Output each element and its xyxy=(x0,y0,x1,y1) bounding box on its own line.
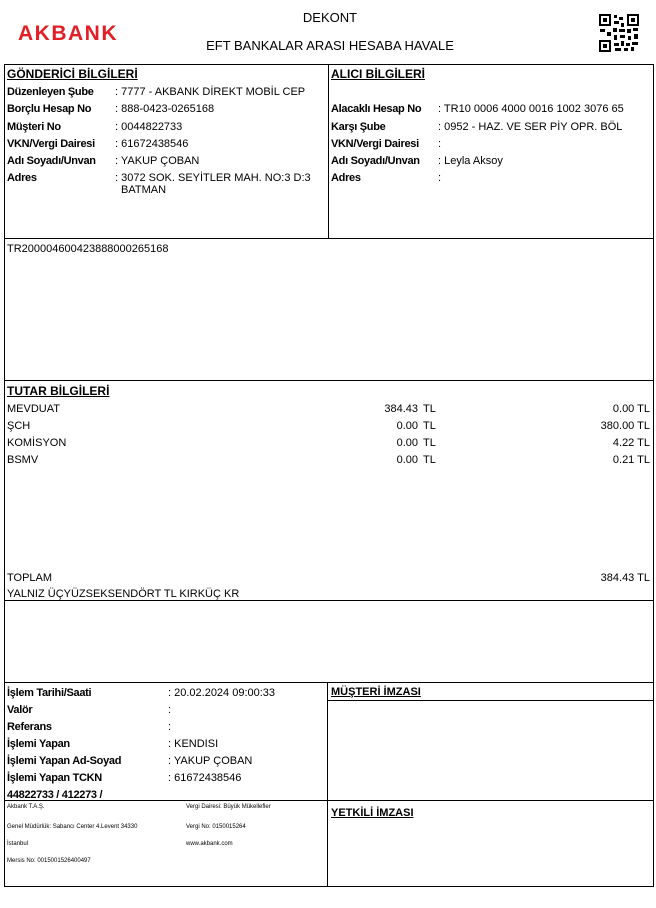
trx-value-datetime: : 20.02.2024 09:00:33 xyxy=(168,687,276,699)
amounts-section-title: TUTAR BİLGİLERİ xyxy=(7,384,110,398)
sender-label-address: Adres xyxy=(7,172,37,184)
total-value: 384.43 TL xyxy=(600,572,650,584)
footer-mersis: Mersis No: 0015001526400497 xyxy=(7,858,91,864)
amount-debit-mevduat: 384.43 xyxy=(384,403,418,415)
transaction-description: TR200004600423888000265168 xyxy=(7,243,169,255)
footer-tax-office: Vergi Dairesi: Büyük Mükellefler xyxy=(186,804,271,810)
footer-company: Akbank T.A.Ş. xyxy=(7,804,45,810)
amount-debit-bsmv: 0.00 xyxy=(396,454,418,466)
amount-label-komisyon: KOMİSYON xyxy=(7,437,67,449)
trx-label-valor: Valör xyxy=(7,704,33,716)
akbank-logo: AKBANK xyxy=(18,22,118,45)
amount-credit-mevduat: 0.00 TL xyxy=(612,403,650,415)
amount-label-sch: ŞCH xyxy=(7,420,31,432)
amount-debit-cur-sch: TL xyxy=(423,420,436,432)
sender-value-address-line2: BATMAN xyxy=(121,184,167,196)
sender-value-branch: : 7777 - AKBANK DİREKT MOBİL CEP xyxy=(115,86,306,98)
amount-debit-sch: 0.00 xyxy=(396,420,418,432)
trx-reference-line: 44822733 / 412273 / xyxy=(7,789,103,801)
trx-label-performer: İşlemi Yapan xyxy=(7,738,70,750)
sender-value-account: : 888-0423-0265168 xyxy=(115,103,215,115)
sender-value-address: : 3072 SOK. SEYİTLER MAH. NO:3 D:3 xyxy=(115,172,311,184)
amount-credit-bsmv: 0.21 TL xyxy=(612,454,650,466)
amount-debit-komisyon: 0.00 xyxy=(396,437,418,449)
receiver-value-address: : xyxy=(438,172,442,184)
receiver-section-title: ALICI BİLGİLERİ xyxy=(331,67,425,81)
trx-value-performer-tckn: : 61672438546 xyxy=(168,772,242,784)
receiver-label-branch: Karşı Şube xyxy=(331,121,386,133)
trx-label-performer-name: İşlemi Yapan Ad-Soyad xyxy=(7,755,122,767)
receiver-value-tax: : xyxy=(438,138,442,150)
footer-website: www.akbank.com xyxy=(186,841,233,847)
amount-debit-cur-bsmv: TL xyxy=(423,454,436,466)
amount-in-words: YALNIZ ÜÇYÜZSEKSENDÖRT TL KIRKÜÇ KR xyxy=(7,588,240,600)
sender-value-name: : YAKUP ÇOBAN xyxy=(115,155,200,167)
amount-label-mevduat: MEVDUAT xyxy=(7,403,60,415)
sender-label-tax: VKN/Vergi Dairesi xyxy=(7,138,95,150)
footer-city: İstanbul xyxy=(7,841,29,847)
receiver-label-name: Adı Soyadı/Unvan xyxy=(331,155,420,167)
receiver-value-account: : TR10 0006 4000 0016 1002 3076 65 xyxy=(438,103,624,115)
trx-value-valor: : xyxy=(168,704,172,716)
amount-credit-sch: 380.00 TL xyxy=(600,420,650,432)
sender-value-tax: : 61672438546 xyxy=(115,138,189,150)
qr-code-icon xyxy=(599,14,639,52)
document-subtitle: EFT BANKALAR ARASI HESABA HAVALE xyxy=(206,38,454,53)
footer-tax-no: Vergi No: 0150015264 xyxy=(186,824,246,830)
customer-signature-title: MÜŞTERİ İMZASI xyxy=(331,686,421,698)
sender-label-customer-no: Müşteri No xyxy=(7,121,61,133)
amount-credit-komisyon: 4.22 TL xyxy=(612,437,650,449)
receiver-value-name: : Leyla Aksoy xyxy=(438,155,503,167)
trx-value-reference: : xyxy=(168,721,172,733)
trx-label-datetime: İşlem Tarihi/Saati xyxy=(7,687,92,699)
sender-value-customer-no: : 0044822733 xyxy=(115,121,183,133)
amount-debit-cur-komisyon: TL xyxy=(423,437,436,449)
trx-value-performer: : KENDISI xyxy=(168,738,219,750)
receiver-value-branch: : 0952 - HAZ. VE SER PİY OPR. BÖL xyxy=(438,121,623,133)
trx-label-reference: Referans xyxy=(7,721,52,733)
trx-label-performer-tckn: İşlemi Yapan TCKN xyxy=(7,772,102,784)
amount-label-bsmv: BSMV xyxy=(7,454,39,466)
document-title: DEKONT xyxy=(302,10,358,25)
sender-section-title: GÖNDERİCİ BİLGİLERİ xyxy=(7,67,138,81)
authorized-signature-title: YETKİLİ İMZASI xyxy=(331,807,414,819)
amount-debit-cur-mevduat: TL xyxy=(423,403,436,415)
receiver-label-tax: VKN/Vergi Dairesi xyxy=(331,138,419,150)
total-label: TOPLAM xyxy=(7,572,53,584)
footer-hq: Genel Müdürlük: Sabancı Center 4.Levent 34330 xyxy=(7,824,138,830)
trx-value-performer-name: : YAKUP ÇOBAN xyxy=(168,755,253,767)
sender-label-account: Borçlu Hesap No xyxy=(7,103,92,115)
receiver-label-address: Adres xyxy=(331,172,361,184)
receiver-label-account: Alacaklı Hesap No xyxy=(331,103,422,115)
sender-label-branch: Düzenleyen Şube xyxy=(7,86,94,98)
sender-label-name: Adı Soyadı/Unvan xyxy=(7,155,96,167)
